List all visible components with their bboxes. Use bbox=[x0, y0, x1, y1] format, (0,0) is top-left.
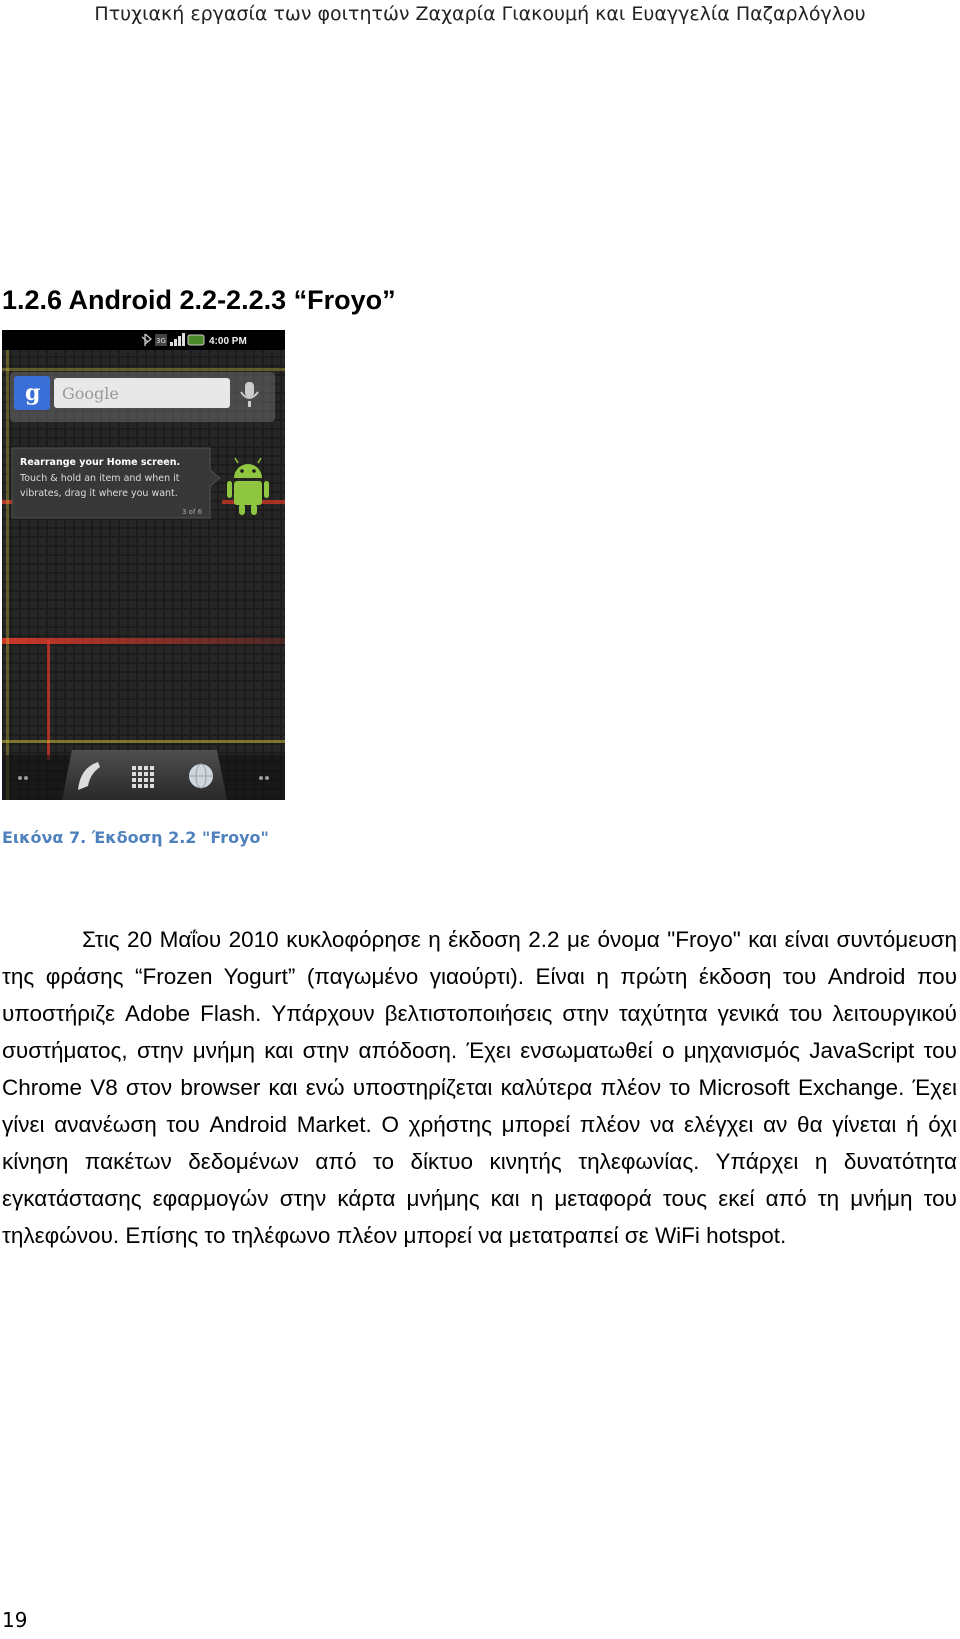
status-time: 4:00 PM bbox=[209, 336, 247, 347]
figure-caption: Εικόνα 7. Έκδοση 2.2 "Froyo" bbox=[2, 828, 269, 847]
running-header: Πτυχιακή εργασία των φοιτητών Ζαχαρία Γιακουμή και Ευαγγελία Παζαρλόγλου bbox=[94, 3, 866, 25]
tip-title: Rearrange your Home screen. bbox=[20, 457, 181, 468]
battery-icon bbox=[188, 335, 204, 345]
browser-globe-icon[interactable] bbox=[189, 764, 213, 788]
tip-line: Touch & hold an item and when it bbox=[20, 473, 180, 484]
body-paragraph: Στις 20 Μαΐου 2010 κυκλοφόρησε η έκδοση 2.2 με όνομα "Froyo" και είναι συντόμευση της φράσης “Frozen Yogurt” (παγωμένο γιαούρτι). Είναι η πρώτη έκδοση του Android που υποστήριζε Adobe Flash. Υπάρχουν βελτιστοποιήσεις στην ταχύτητα γενικά του λειτουργικού συστήματος, στην μνήμη και στην απόδοση. Έχει ενσωματωθεί ο μηχανισμός JavaScript του Chrome V8 στον browser και ενώ υποστηρίζεται καλύτερα πλέον το Microsoft Exchange. Έχει γίνει ανανέωση του Android Market. Ο χρήστης μπορεί πλέον να ελέγχει αν θα γίνεται ή όχι κίνηση πακέτων δεδομένων από το δίκτυο κινητής τηλεφωνίας. Υπάρχει η δυνατότητα εγκατάστασης εφαρμογών στην κάρτα μνήμης και η μεταφορά τους εκεί από τη μνήμη του τηλεφώνου. Επίσης το τηλέφωνο πλέον μπορεί να μετατραπεί σε WiFi hotspot. bbox=[2, 927, 957, 1248]
section-title: 1.2.6 Android 2.2-2.2.3 “Froyo” bbox=[2, 285, 396, 315]
search-placeholder: Google bbox=[62, 384, 119, 403]
tip-page-indicator: 3 of 6 bbox=[182, 508, 203, 516]
home-screen-tip bbox=[12, 448, 220, 518]
svg-text:3G: 3G bbox=[156, 337, 166, 345]
tip-line: vibrates, drag it where you want. bbox=[20, 488, 178, 499]
google-search-widget[interactable] bbox=[10, 372, 275, 422]
page-number: 19 bbox=[2, 1608, 28, 1632]
3g-icon bbox=[155, 334, 167, 346]
svg-text:g: g bbox=[25, 380, 41, 406]
android-homescreen-image bbox=[2, 330, 285, 800]
froyo-screenshot-figure bbox=[2, 330, 285, 800]
